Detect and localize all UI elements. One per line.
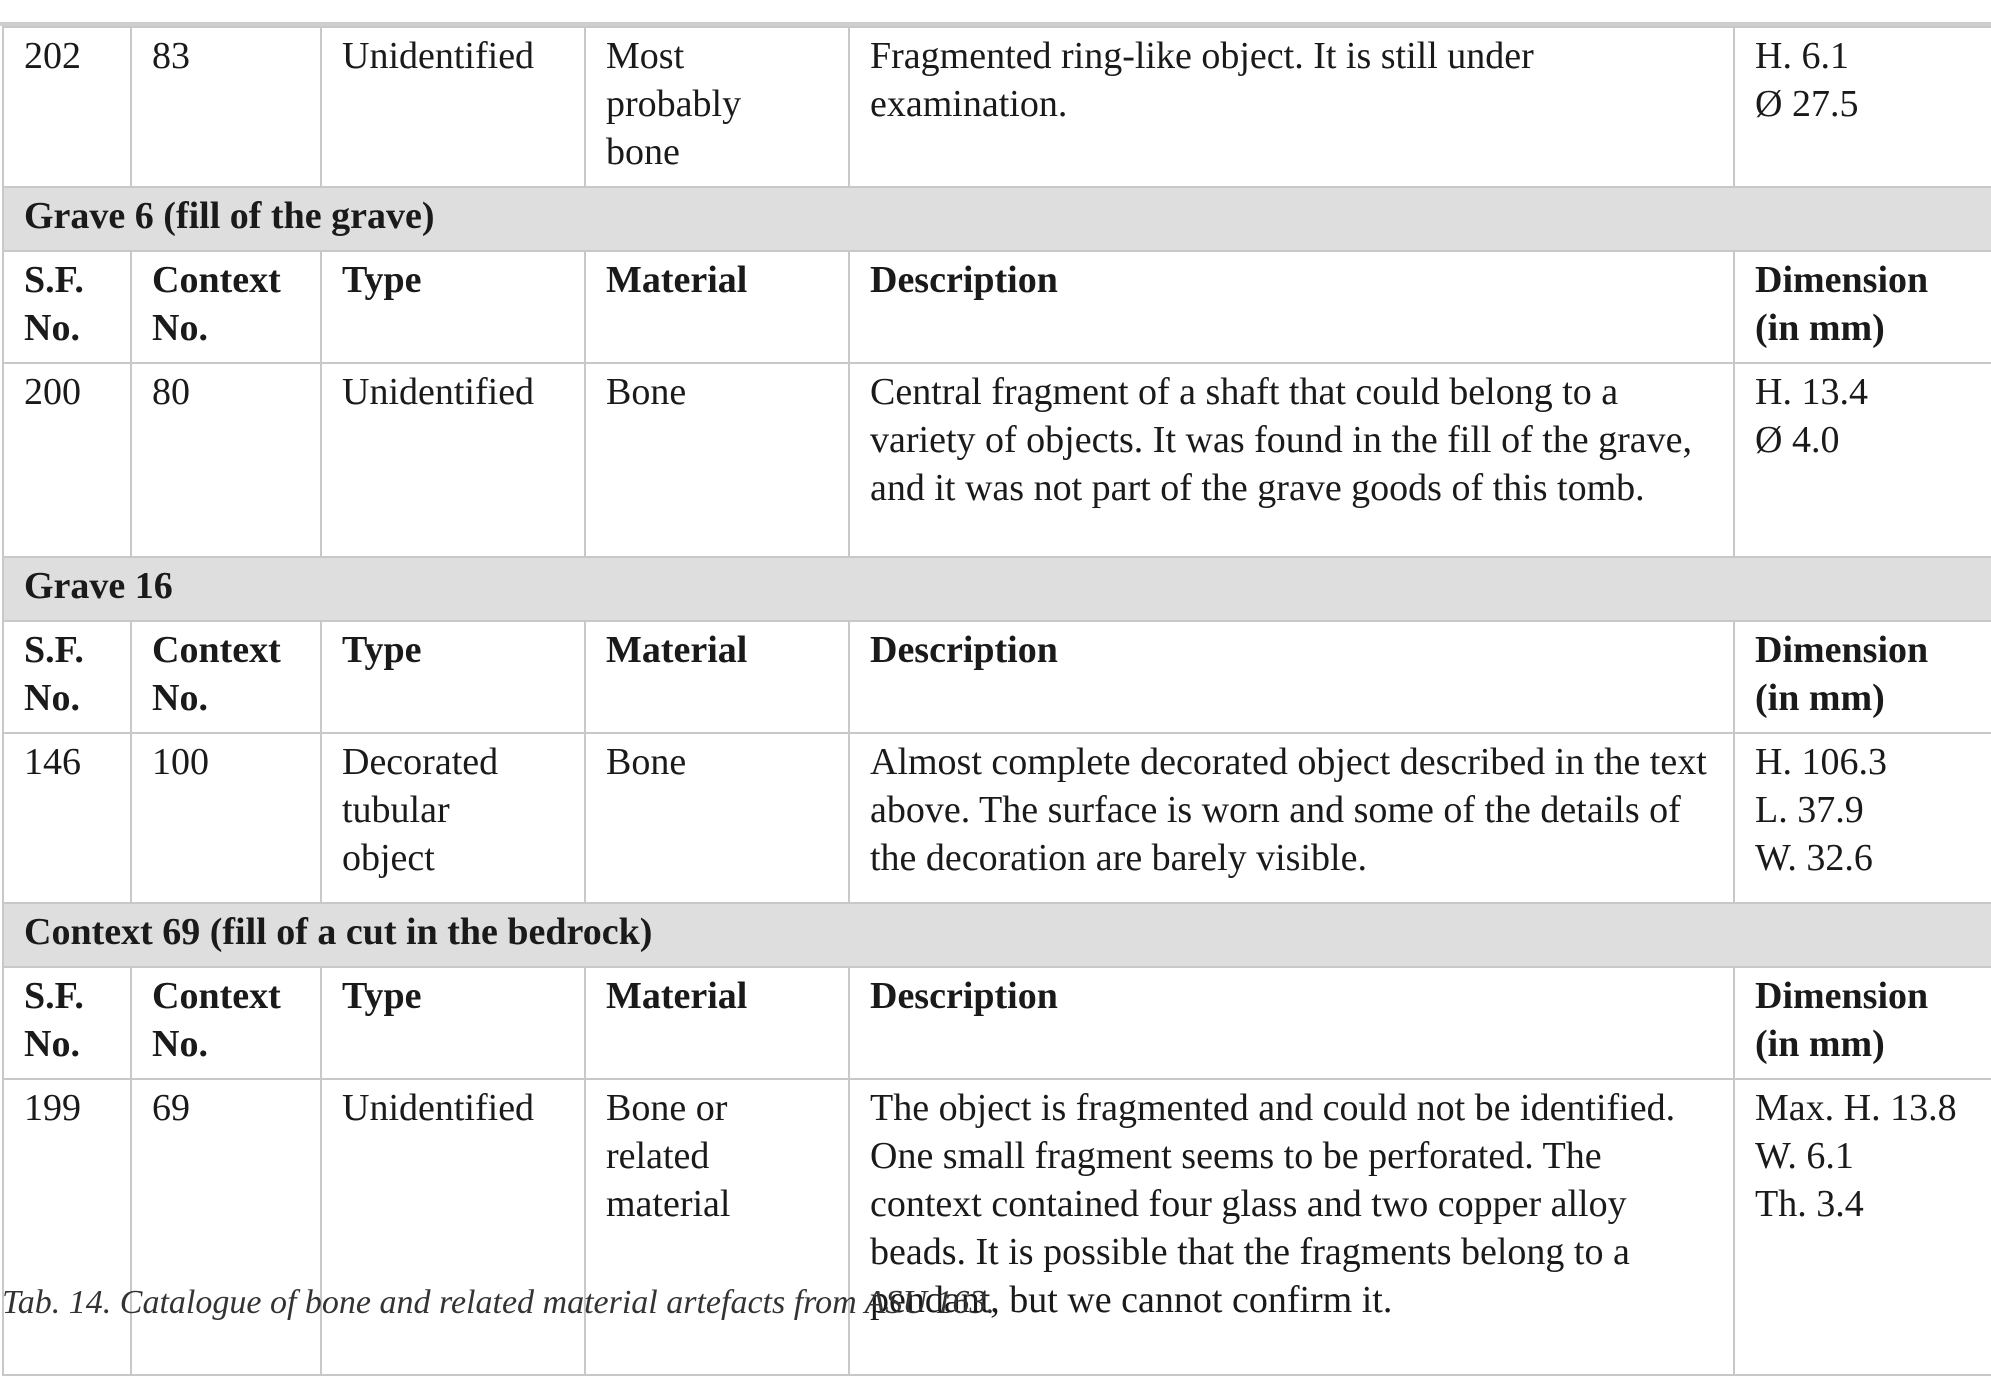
material-cell: Bone <box>585 733 849 903</box>
table-row <box>3 733 1991 903</box>
table-row <box>3 27 1991 187</box>
group-heading-row <box>3 187 1991 251</box>
catalogue-table <box>2 26 1991 1376</box>
description-cell: Almost complete decorated object described in the text above. The surface is worn and some of the details of the decoration are barely visible. <box>849 733 1734 903</box>
type-cell: Unidentified <box>321 27 585 187</box>
header-sf-no: S.F. No. <box>3 621 131 733</box>
dimension-cell: H. 6.1 Ø 27.5 <box>1734 27 1991 187</box>
group-title: Context 69 (fill of a cut in the bedrock) <box>3 903 1991 967</box>
sf-no-cell: 200 <box>3 363 131 557</box>
material-cell: Most probably bone <box>585 27 849 187</box>
header-context-no: Context No. <box>131 967 321 1079</box>
header-material: Material <box>585 621 849 733</box>
column-header-row <box>3 967 1991 1079</box>
description-cell: Fragmented ring-like object. It is still under examination. <box>849 27 1734 187</box>
group-title: Grave 6 (fill of the grave) <box>3 187 1991 251</box>
group-heading-row <box>3 903 1991 967</box>
header-material: Material <box>585 251 849 363</box>
sf-no-cell: 199 <box>3 1079 131 1375</box>
header-dimension: Dimension (in mm) <box>1734 967 1991 1079</box>
table-caption: Tab. 14. Catalogue of bone and related material artefacts from ASU 163. <box>2 1284 995 1321</box>
sf-no-cell: 202 <box>3 27 131 187</box>
column-header-row <box>3 621 1991 733</box>
context-no-cell: 69 <box>131 1079 321 1375</box>
sf-no-cell: 146 <box>3 733 131 903</box>
header-type: Type <box>321 621 585 733</box>
header-description: Description <box>849 967 1734 1079</box>
header-context-no: Context No. <box>131 621 321 733</box>
dimension-cell: Max. H. 13.8 W. 6.1 Th. 3.4 <box>1734 1079 1991 1375</box>
type-cell: Unidentified <box>321 1079 585 1375</box>
material-cell: Bone or related material <box>585 1079 849 1375</box>
type-cell: Decorated tubular object <box>321 733 585 903</box>
header-type: Type <box>321 967 585 1079</box>
type-cell: Unidentified <box>321 363 585 557</box>
table-row <box>3 363 1991 557</box>
header-type: Type <box>321 251 585 363</box>
column-header-row <box>3 251 1991 363</box>
context-no-cell: 83 <box>131 27 321 187</box>
description-cell: Central fragment of a shaft that could belong to a variety of objects. It was found in the fill of the grave, and it was not part of the grave goods of this tomb. <box>849 363 1734 557</box>
header-sf-no: S.F. No. <box>3 967 131 1079</box>
header-dimension: Dimension (in mm) <box>1734 251 1991 363</box>
header-sf-no: S.F. No. <box>3 251 131 363</box>
group-heading-row <box>3 557 1991 621</box>
header-description: Description <box>849 251 1734 363</box>
header-material: Material <box>585 967 849 1079</box>
header-dimension: Dimension (in mm) <box>1734 621 1991 733</box>
context-no-cell: 100 <box>131 733 321 903</box>
table-row <box>3 1079 1991 1375</box>
material-cell: Bone <box>585 363 849 557</box>
dimension-cell: H. 106.3 L. 37.9 W. 32.6 <box>1734 733 1991 903</box>
dimension-cell: H. 13.4 Ø 4.0 <box>1734 363 1991 557</box>
context-no-cell: 80 <box>131 363 321 557</box>
group-title: Grave 16 <box>3 557 1991 621</box>
header-context-no: Context No. <box>131 251 321 363</box>
header-description: Description <box>849 621 1734 733</box>
description-cell: The object is fragmented and could not be identified. One small fragment seems to be perforated. The context contained four glass and two copper alloy beads. It is possible that the fragments belong to a pendant, but we cannot confirm it. <box>849 1079 1734 1375</box>
